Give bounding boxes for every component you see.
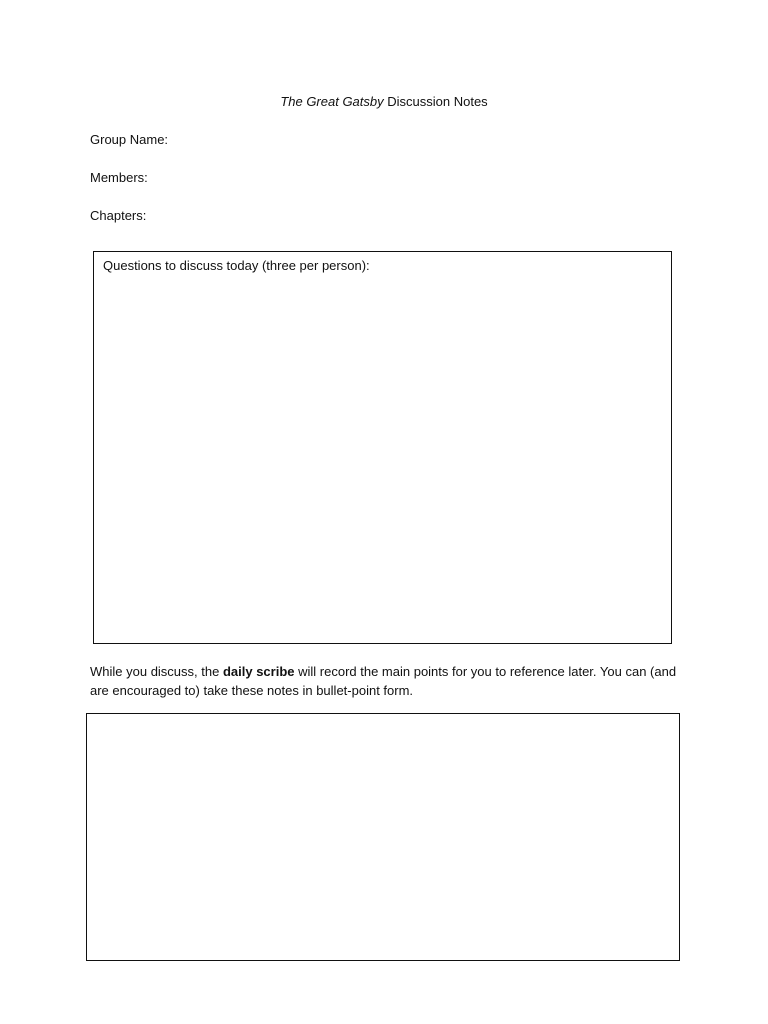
book-title: The Great Gatsby xyxy=(280,94,384,109)
instructions-part1: While you discuss, the xyxy=(90,664,223,679)
instructions-part2: will record the main points for you to reference later. You can (and are encouraged to) take these notes in bullet-point form. xyxy=(90,664,677,698)
title-suffix: Discussion Notes xyxy=(383,94,488,109)
notes-box xyxy=(86,713,680,961)
members-label: Members: xyxy=(90,170,148,185)
page-title xyxy=(0,94,768,110)
chapters-label: Chapters: xyxy=(90,208,147,223)
questions-box-label: Questions to discuss today (three per person): xyxy=(103,258,370,273)
questions-box xyxy=(93,251,672,644)
scribe-instructions xyxy=(90,662,680,700)
group-name-label: Group Name: xyxy=(90,132,169,147)
daily-scribe-emphasis: daily scribe xyxy=(222,664,295,679)
